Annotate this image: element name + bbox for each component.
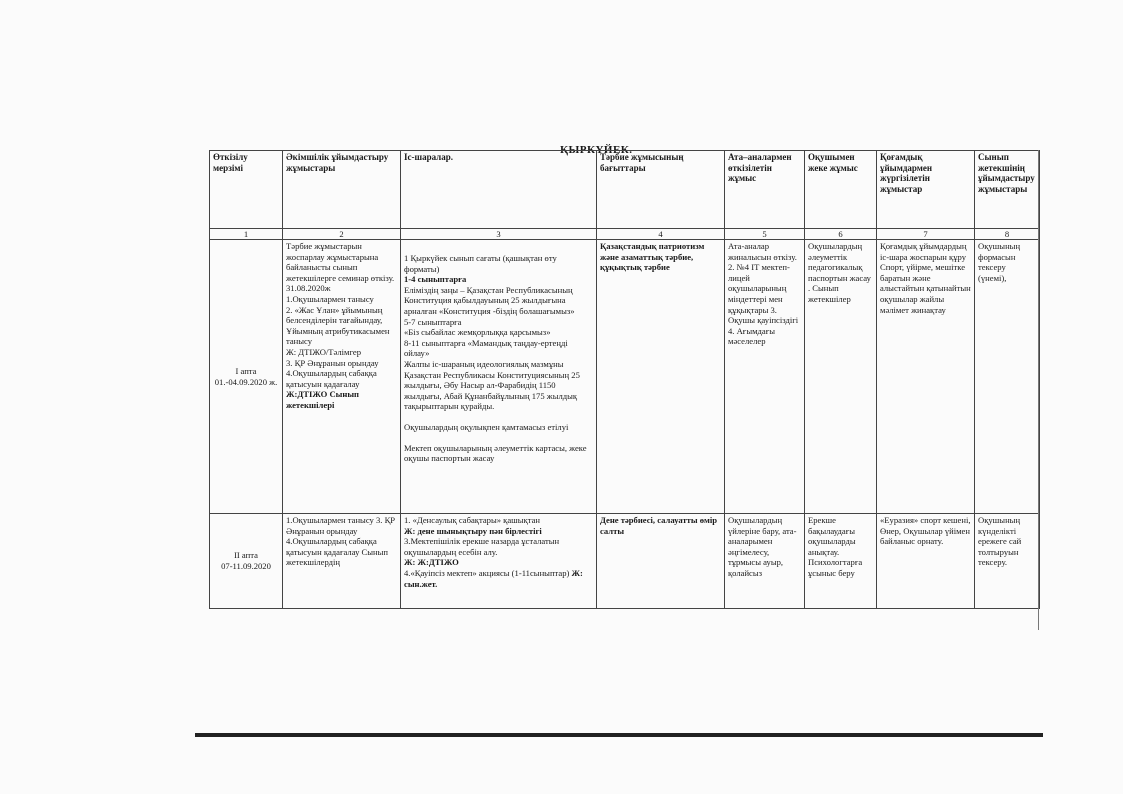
week2-dates: 07-11.09.2020	[221, 561, 271, 571]
header-direction: Тәрбие жұмысының бағыттары	[597, 151, 725, 229]
col-number: 1	[210, 229, 283, 240]
week2-direction: Дене тәрбиесі, салауатты өмір салты	[597, 514, 725, 609]
week2-label: ІІ апта	[234, 550, 258, 561]
week2-teacher: Оқушының күнделікті ережеге сай толтыруын тексеру.	[975, 514, 1040, 609]
page-title: ҚЫРКҮЙЕК.	[560, 144, 633, 156]
header-date: Өткізілу мерзімі	[210, 151, 283, 229]
event-line: Ж: дене шынықтыру пән бірлестігі	[404, 525, 542, 536]
week1-admin	[283, 240, 401, 514]
week2-parents: Оқушылардың үйлеріне бару, ата-аналарымен әңгімелесу, тұрмысы ауыр, қолайсыз	[725, 514, 805, 609]
plan-table	[209, 150, 1040, 609]
col-number: 8	[975, 229, 1040, 240]
event-line: 3.Мектепішілік ерекше назарда ұсталатын оқушылардың есебін алу.	[404, 536, 560, 557]
header-admin: Әкімшілік ұйымдастыру жұмыстары	[283, 151, 401, 229]
admin-line: Ж: ДТІЖО/Тәлімгер	[286, 346, 361, 357]
scan-bottom-line	[195, 733, 1043, 737]
week1-teacher: Оқушының формасын тексеру (үнемі),	[975, 240, 1040, 514]
scan-edge-line	[1038, 150, 1039, 630]
week1-public: Қоғамдық ұйымдардың іс-шара жоспарын құру Спорт, үйірме, мешітке баратын және алыстайтын қатынайтын оқушылар жайлы мәлімет жинақтау	[877, 240, 975, 514]
event-line: 5-7 сыныптарға	[404, 316, 462, 327]
admin-responsible: Ж:ДТІЖО Сынып жетекшілері	[286, 389, 359, 410]
header-public: Қоғамдық ұйымдармен жүргізілетін жұмыстар	[877, 151, 975, 229]
col-number: 5	[725, 229, 805, 240]
week1-dates: 01.-04.09.2020 ж.	[214, 376, 278, 387]
col-number: 2	[283, 229, 401, 240]
event-line: Жалпы іс-шараның идеологиялық мазмұны Қазақстан Республикасы Конституциясының 25 жылдығы, Әбу Насыр ал-Фарабидің 1150 жылдығы, Абай Құнанбайұлының 175 жылдық тақырыптарын қурайды.	[404, 358, 580, 412]
admin-line: 3. ҚР Әнұранын орындау	[286, 357, 379, 368]
event-line: Еліміздің заңы – Қазақстан Республикасының Конституция қабылдауының 25 жылдығына арналған «Конституция -біздің болашағымыз»	[404, 284, 575, 316]
event-line: 4.«Қауіпсіз мектеп» акциясы (1-11сыныптар)	[404, 567, 570, 578]
week2-events	[401, 514, 597, 609]
week2-student: Ерекше бақылаудағы оқушыларды анықтау. Психологтарға ұсыныс беру	[805, 514, 877, 609]
col-number: 3	[401, 229, 597, 240]
event-line: Оқушылардың оқулықпен қамтамасыз етілуі	[404, 421, 569, 432]
header-parents: Ата–аналармен өткізілетін жұмыс	[725, 151, 805, 229]
event-line: 1. «Денсаулық сабақтары» қашықтан	[404, 515, 540, 525]
week1-label: І апта	[235, 365, 257, 376]
admin-line: 2. «Жас Ұлан» ұйымының белсенділерін тағайындау, Ұйымның атрибутикасымен танысу	[286, 304, 390, 347]
week1-student: Оқушылардың әлеуметтік педагогикалық паспортын жасау . Сынып жетекшілер	[805, 240, 877, 514]
week1-direction: Қазақстандық патриотизм және азаматтық тәрбие, құқықтық тәрбие	[597, 240, 725, 514]
event-line: 8-11 сыныптарға «Мамандық таңдау-ертеңді ойлау»	[404, 337, 568, 359]
admin-line: 4.Оқушылардың сабаққа қатысуын қадағалау	[286, 368, 377, 389]
header-student: Оқушымен жеке жұмыс	[805, 151, 877, 229]
admin-line: 1.Оқушылармен танысу	[286, 293, 374, 304]
event-line: Ж: Ж:ДТІЖО	[404, 557, 459, 568]
week2-row	[210, 514, 1040, 609]
week1-events	[401, 240, 597, 514]
admin-line: Тәрбие жұмыстарын жоспарлау жұмыстарына байланысты сынып жетекшілерге семинар өткізу. 31.08.2020ж	[286, 241, 395, 294]
number-row	[210, 229, 1040, 240]
week2-admin: 1.Оқушылармен танысу 3. ҚР Әнұранын орындау 4.Оқушылардың сабаққа қатысуын қадағалау Сынып жетекшілердің	[283, 514, 401, 609]
event-line: Ж: сын.жет.	[404, 567, 583, 589]
week1-parents: Ата-аналар жиналысын өткізу. 2. №4 ІТ мектеп-лицей оқушыларының міндеттері мен құқықтары 3. Оқушы қауіпсіздігі 4. Ағымдағы мәселелер	[725, 240, 805, 514]
event-line: Мектеп оқушыларының әлеуметтік картасы, жеке оқушы паспортын жасау	[404, 442, 587, 464]
event-line: 1 Қыркүйек сынып сағаты (қашықтан өту форматы)	[404, 253, 557, 274]
header-events: Іс-шаралар.	[401, 151, 597, 229]
week2-public: «Еуразия» спорт кешені, Өнер, Оқушылар үйімен байланыс орнату.	[877, 514, 975, 609]
header-teacher: Сынып жетекшінің ұйымдастыру жұмыстары	[975, 151, 1040, 229]
col-number: 6	[805, 229, 877, 240]
header-row	[210, 151, 1040, 229]
event-line: «Біз сыбайлас жемқорлыққа қарсымыз»	[404, 327, 551, 338]
week1-period	[210, 240, 283, 514]
col-number: 4	[597, 229, 725, 240]
event-line: 1-4 сыныптарға	[404, 274, 467, 285]
col-number: 7	[877, 229, 975, 240]
week2-period	[210, 514, 283, 609]
week1-row	[210, 240, 1040, 514]
